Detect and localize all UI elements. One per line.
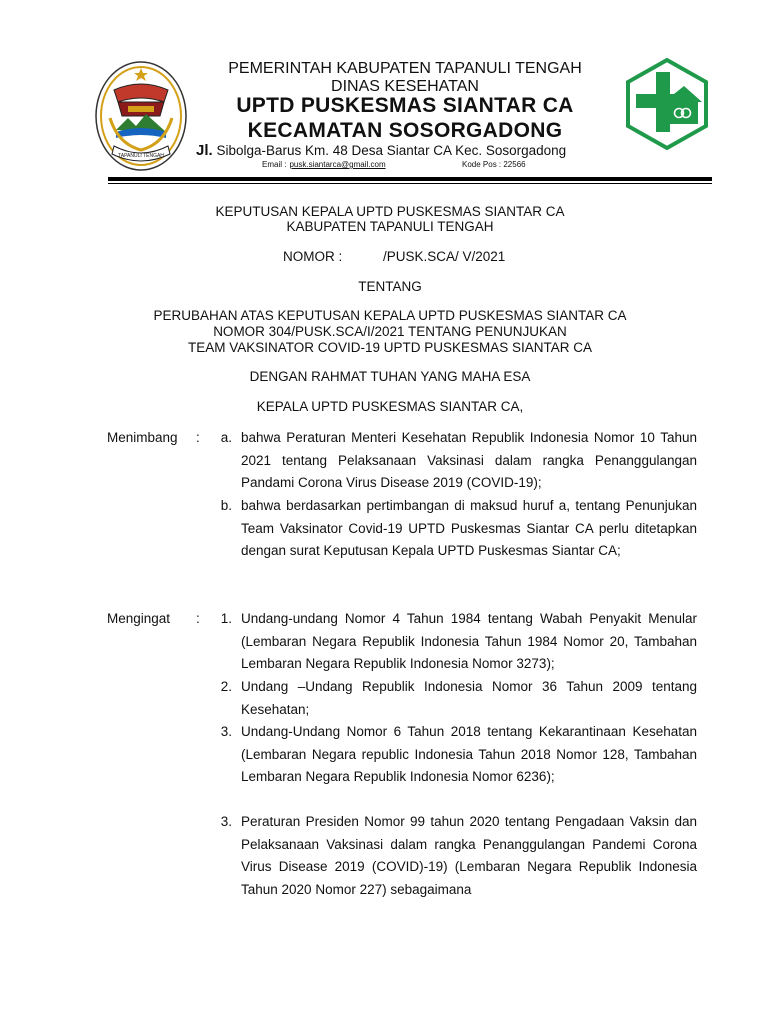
letterhead-postal-code: Kode Pos : 22566 xyxy=(462,160,526,169)
letterhead-government: PEMERINTAH KABUPATEN TAPANULI TENGAH xyxy=(228,60,582,77)
nomor-value: /PUSK.SCA/ V/2021 xyxy=(383,249,506,264)
mengingat-colon: : xyxy=(196,611,200,626)
letterhead-department: DINAS KESEHATAN xyxy=(331,78,479,95)
nomor-label: NOMOR : xyxy=(283,249,343,264)
address-text: Sibolga-Barus Km. 48 Desa Siantar CA Kec. Sosorgadong xyxy=(216,143,567,158)
menimbang-colon: : xyxy=(196,430,200,445)
mengingat-item-2: Undang –Undang Republik Indonesia Nomor 36 Tahun 2009 tentang Kesehatan; xyxy=(241,679,697,717)
menimbang-item-a: bahwa Peraturan Menteri Kesehatan Republik Indonesia Nomor 10 Tahun 2021 tentang Pelaksanaan Vaksinasi dalam rangka Penanggulangan Pandami Corona Virus Disease 2019 (COVID-19); xyxy=(241,430,697,490)
tapanuli-tengah-seal-logo xyxy=(94,60,188,172)
menimbang-item-b: bahwa berdasarkan pertimbangan di maksud huruf a, tentang Penunjukan Team Vaksinator Covid-19 UPTD Puskesmas Siantar CA perlu ditetapkan dengan surat Keputusan Kepala UPTD Puskesmas Siantar CA; xyxy=(241,498,697,558)
decree-title-line1: KEPUTUSAN KEPALA UPTD PUSKESMAS SIANTAR CA xyxy=(215,204,565,219)
menimbang-marker-b: b. xyxy=(220,498,232,513)
letterhead-district: KECAMATAN SOSORGADONG xyxy=(247,119,563,142)
subject-line1: PERUBAHAN ATAS KEPUTUSAN KEPALA UPTD PUSKESMAS SIANTAR CA xyxy=(153,308,627,323)
tentang-heading: TENTANG xyxy=(358,279,422,294)
letterhead-divider-thick xyxy=(108,177,712,181)
menimbang-label: Menimbang xyxy=(107,430,178,445)
subject-line2: NOMOR 304/PUSK.SCA/I/2021 TENTANG PENUNJUKAN xyxy=(213,324,567,339)
mengingat-item-4: Peraturan Presiden Nomor 99 tahun 2020 tentang Pengadaan Vaksin dan Pelaksanaan Vaksinasi dalam rangka Penanggulangan Pandemi Corona Virus Disease 2019 (COVID)-19) (Lembaran Negara Republik Indonesia Tahun 2020 Nomor 227) sebagaimana xyxy=(241,814,697,897)
mengingat-item-3: Undang-Undang Nomor 6 Tahun 2018 tentang Kekarantinaan Kesehatan (Lembaran Negara republic Indonesia Tahun 2018 Nomor 128, Tambahan Lembaran Negara Republik Indonesia Nomor 6236); xyxy=(241,724,697,784)
rahmat-line: DENGAN RAHMAT TUHAN YANG MAHA ESA xyxy=(249,369,531,384)
mengingat-marker-4: 3. xyxy=(220,814,232,829)
mengingat-marker-3: 3. xyxy=(220,724,232,739)
letterhead-institution: UPTD PUSKESMAS SIANTAR CA xyxy=(236,94,574,117)
letterhead-address xyxy=(196,142,566,159)
letterhead-divider-thin xyxy=(108,183,712,184)
puskesmas-logo xyxy=(626,58,708,150)
email-link[interactable]: pusk.siantarca@gmail.com xyxy=(289,160,386,169)
kepala-line: KEPALA UPTD PUSKESMAS SIANTAR CA, xyxy=(256,399,524,414)
menimbang-marker-a: a. xyxy=(220,430,232,445)
mengingat-item-1: Undang-undang Nomor 4 Tahun 1984 tentang Wabah Penyakit Menular (Lembaran Negara Republik Indonesia Tahun 1984 Nomor 20, Tambahan Lembaran Negara Republik Indonesia Nomor 3273); xyxy=(241,611,697,671)
letterhead-email xyxy=(262,160,386,169)
address-prefix: Jl. xyxy=(196,142,213,159)
subject-line3: TEAM VAKSINATOR COVID-19 UPTD PUSKESMAS SIANTAR CA xyxy=(187,340,593,355)
mengingat-marker-2: 2. xyxy=(220,679,232,694)
decree-title-line2: KABUPATEN TAPANULI TENGAH xyxy=(286,219,494,234)
seal-ribbon-text: TAPANULI TENGAH xyxy=(118,153,164,159)
mengingat-label: Mengingat xyxy=(107,611,171,626)
email-label: Email : xyxy=(262,160,287,169)
mengingat-marker-1: 1. xyxy=(220,611,232,626)
